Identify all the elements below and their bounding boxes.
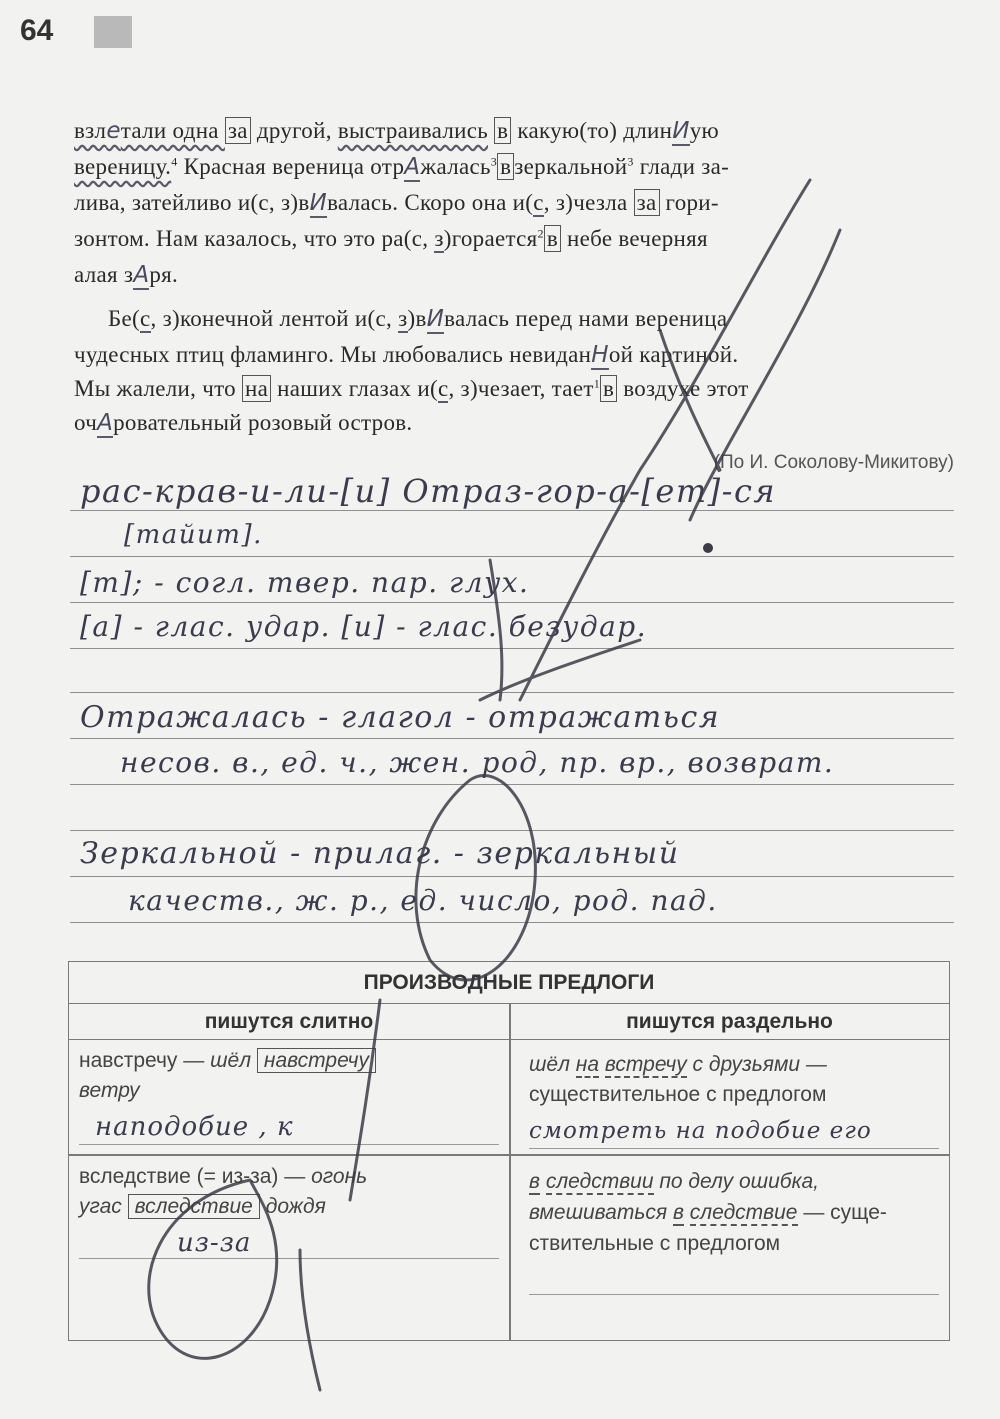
ruled-line <box>70 784 954 785</box>
cell-r1-right-handwriting: смотреть на подобие его <box>529 1118 872 1144</box>
text-source: (По И. Соколову-Микитову) <box>713 452 954 473</box>
text-line: чудесных птиц фламинго. Мы любовались невиданНой картиной. <box>74 342 739 368</box>
text-line: взлетали одна за другой, выстраивались в какую(то) длинИую <box>74 118 720 144</box>
ruled-line <box>70 876 954 877</box>
scribble-stroke <box>416 776 536 980</box>
cell-ruled-line <box>79 1144 499 1145</box>
cell-ruled-line <box>529 1294 939 1295</box>
handwritten-line: [а] - глас. удар. [и] - глас. безудар. <box>80 610 648 643</box>
ruled-line <box>70 510 954 511</box>
text-line: очАровательный розовый остров. <box>74 410 413 436</box>
table-title: ПРОИЗВОДНЫЕ ПРЕДЛОГИ <box>69 962 949 1004</box>
cell-r1-left-handwriting: наподобие , к <box>95 1112 294 1142</box>
pencil-dot <box>703 543 713 553</box>
ruled-line <box>70 648 954 649</box>
cell-r1-left: навстречу — шёл навстречу ветру <box>79 1046 376 1106</box>
text-line: Бе(с, з)конечной лентой и(с, з)вИвалась перед нами вереница <box>108 306 728 332</box>
exercise-text <box>74 118 958 448</box>
ruled-line <box>70 738 954 739</box>
row-divider <box>69 1154 949 1156</box>
handwritten-line: Зеркальной - прилаг. - зеркальный <box>80 836 680 871</box>
handwritten-line: Отражалась - глагол - отражаться <box>80 700 721 735</box>
cell-r2-left: вследствие (= из-за) — огонь угас вследствие дождя <box>79 1165 368 1218</box>
prepositions-table <box>68 961 950 1341</box>
handwritten-line: несов. в., ед. ч., жен. род, пр. вр., возврат. <box>120 746 835 779</box>
handwritten-line: качеств., ж. р., ед. число, род. пад. <box>128 884 718 917</box>
text-line: Мы жалели, что на наших глазах и(с, з)чезает, тает$^1$ в воздухе этот <box>74 376 749 401</box>
ruled-line <box>70 602 954 603</box>
handwritten-line: [т]; - согл. твер. пар. глух. <box>80 566 530 599</box>
ruled-line <box>70 692 954 693</box>
cell-r2-right: в следствии по делу ошибка, вмешиваться в следствие — суще- ствительные с предлогом <box>529 1170 887 1255</box>
ruled-line <box>70 556 954 557</box>
text-line: зонтом. Нам казалось, что это ра(с, з)горается$^2$ в небе вечерняя <box>74 226 708 251</box>
text-line: лива, затейливо и(с, з)вИвалась. Скоро она и(с, з)чезла за гори- <box>74 190 719 216</box>
column-header-right: пишутся раздельно <box>509 1004 949 1040</box>
column-divider <box>509 1004 511 1340</box>
column-header-left: пишутся слитно <box>69 1004 509 1040</box>
text-line: алая зАря. <box>74 262 179 288</box>
ruled-line <box>70 922 954 923</box>
handwritten-line: рас-крав-и-ли-[и] Отраз-гор-а-[ет]-ся <box>80 472 777 510</box>
cell-r1-right: шёл на встречу с друзьями — существительное с предлогом <box>529 1053 827 1106</box>
page-number: 64 <box>20 14 54 47</box>
page-tab-marker <box>94 16 132 48</box>
handwritten-line: [тайит]. <box>124 520 263 550</box>
cell-ruled-line <box>529 1148 939 1149</box>
ruled-line <box>70 830 954 831</box>
text-line: вереницу.$^4$ Красная вереница отрАжалась$^3$ в зеркальной$^3$ глади за- <box>74 154 730 180</box>
cell-r2-left-handwriting: из-за <box>177 1228 252 1258</box>
scribble-stroke <box>480 640 640 700</box>
cell-ruled-line <box>79 1258 499 1259</box>
